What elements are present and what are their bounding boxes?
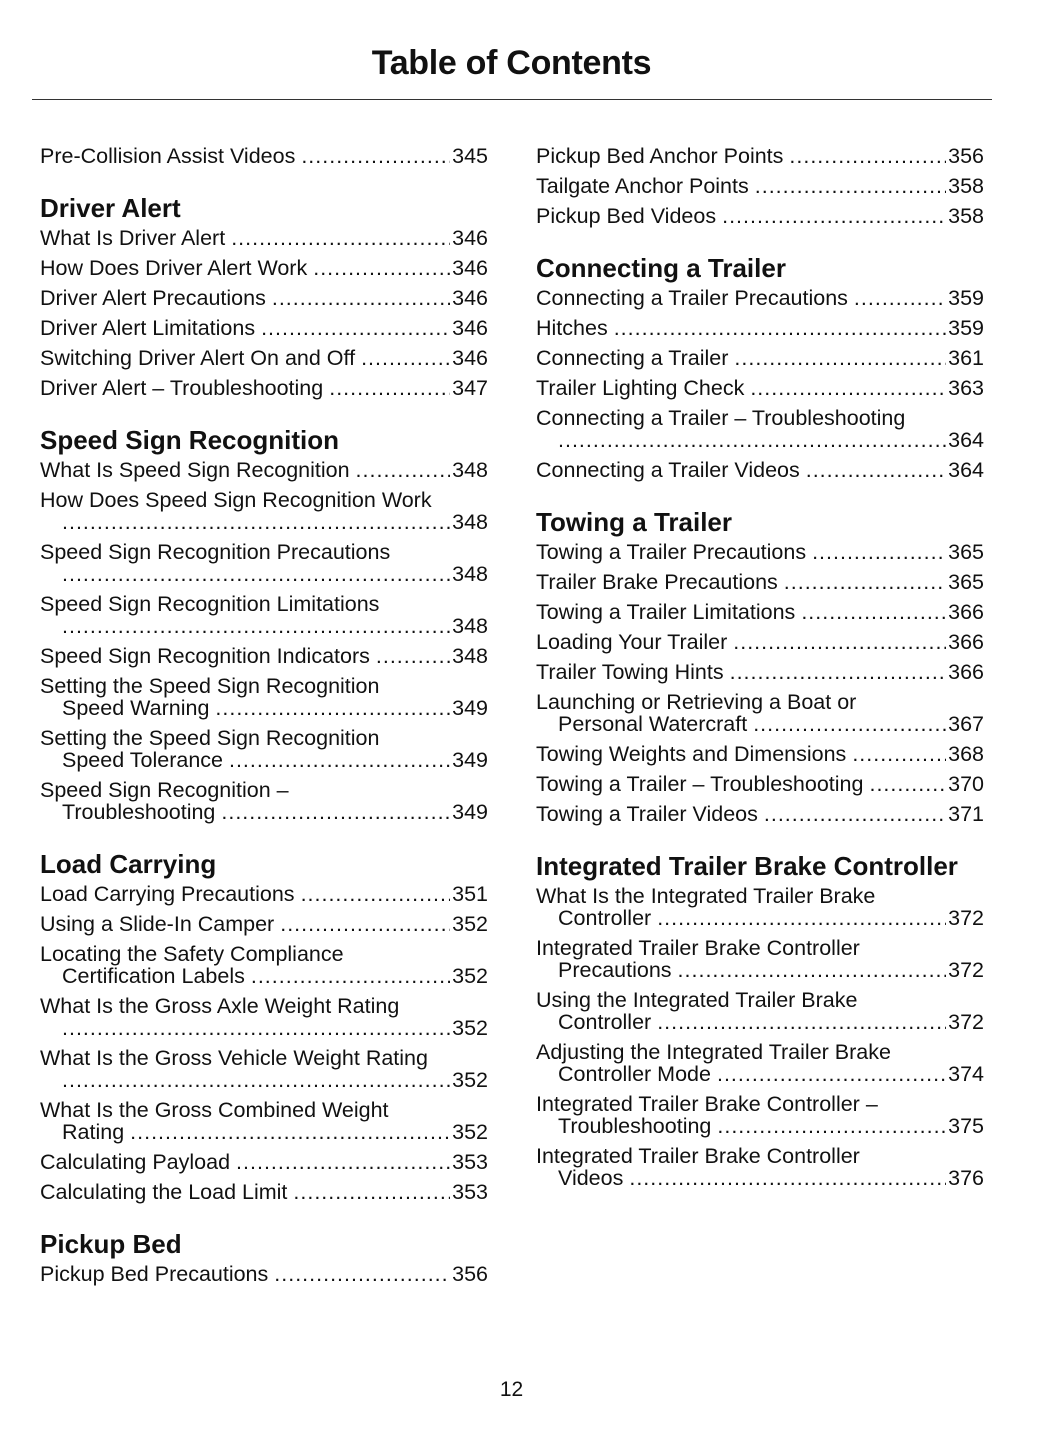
- toc-entry[interactable]: [40, 593, 488, 637]
- dot-leader: [272, 287, 450, 309]
- entry-title: Towing a Trailer Videos: [536, 802, 758, 826]
- entry-page-number: 363: [948, 376, 984, 400]
- toc-entry[interactable]: [40, 883, 488, 905]
- entry-title: Launching or Retrieving a Boat or: [536, 690, 857, 714]
- entry-title-continued: Troubleshooting: [62, 800, 216, 824]
- entry-title-continued: Controller: [558, 906, 652, 930]
- entry-title: How Does Driver Alert Work: [40, 256, 308, 280]
- dot-leader: [251, 965, 450, 987]
- entry-title-continued: Certification Labels: [62, 964, 245, 988]
- toc-entry[interactable]: [536, 885, 984, 929]
- dot-leader: [236, 1151, 450, 1173]
- entry-page-number: 352: [452, 912, 488, 936]
- entry-title: Speed Sign Recognition Precautions: [40, 540, 391, 564]
- entry-page-number: 358: [948, 174, 984, 198]
- entry-page-number: 364: [948, 458, 984, 482]
- entry-page-number: 361: [948, 346, 984, 370]
- toc-section: [536, 253, 984, 481]
- dot-leader: [62, 511, 450, 533]
- dot-leader: [717, 1115, 946, 1137]
- toc-entry[interactable]: [40, 145, 488, 167]
- entry-page-number: 365: [948, 540, 984, 564]
- dot-leader: [261, 317, 450, 339]
- dot-leader: [231, 227, 450, 249]
- dot-leader: [130, 1121, 450, 1143]
- entry-page-number: 349: [452, 696, 488, 720]
- toc-section: [40, 849, 488, 1203]
- entry-page-number: 375: [948, 1114, 984, 1138]
- dot-leader: [62, 1017, 450, 1039]
- entry-title-continued: Personal Watercraft: [558, 712, 748, 736]
- dot-leader: [361, 347, 450, 369]
- entry-page-number: 372: [948, 1010, 984, 1034]
- entry-continuation: [40, 801, 488, 823]
- dot-leader: [274, 1263, 450, 1285]
- toc-entry[interactable]: [40, 541, 488, 585]
- entry-title-continued: Rating: [62, 1120, 125, 1144]
- toc-entry[interactable]: [536, 1145, 984, 1189]
- entry-title: What Is the Integrated Trailer Brake: [536, 884, 876, 908]
- toc-entry[interactable]: [40, 459, 488, 481]
- dot-leader: [62, 563, 450, 585]
- toc-entry[interactable]: [536, 175, 984, 197]
- entry-page-number: 348: [452, 644, 488, 668]
- toc-section: [536, 851, 984, 1189]
- entry-title: Hitches: [536, 316, 608, 340]
- entry-continuation: [40, 1121, 488, 1143]
- toc-entry[interactable]: [536, 287, 984, 309]
- entry-title: Adjusting the Integrated Trailer Brake: [536, 1040, 891, 1064]
- toc-section: [536, 145, 984, 227]
- dot-leader: [717, 1063, 946, 1085]
- dot-leader: [789, 145, 946, 167]
- entry-title: Using a Slide-In Camper: [40, 912, 275, 936]
- entry-title: Locating the Safety Compliance: [40, 942, 344, 966]
- entry-page-number: 372: [948, 906, 984, 930]
- dot-leader: [854, 287, 946, 309]
- dot-leader: [329, 377, 450, 399]
- entry-continuation: [536, 959, 984, 981]
- dot-leader: [376, 645, 450, 667]
- title-divider: [32, 99, 992, 100]
- toc-section: [40, 145, 488, 167]
- entry-title: Integrated Trailer Brake Controller –: [536, 1092, 878, 1116]
- entry-title: Setting the Speed Sign Recognition: [40, 674, 380, 698]
- entry-page-number: 348: [452, 562, 488, 586]
- entry-title: Pre-Collision Assist Videos: [40, 144, 296, 168]
- entry-page-number: 370: [948, 772, 984, 796]
- toc-entry[interactable]: [40, 1151, 488, 1173]
- toc-entry[interactable]: [40, 347, 488, 369]
- entry-page-number: 346: [452, 256, 488, 280]
- entry-title: Switching Driver Alert On and Off: [40, 346, 356, 370]
- entry-continuation: [40, 697, 488, 719]
- toc-entry[interactable]: [536, 407, 984, 451]
- toc-entry[interactable]: [40, 489, 488, 533]
- entry-page-number: 349: [452, 800, 488, 824]
- entry-page-number: 367: [948, 712, 984, 736]
- dot-leader: [62, 615, 450, 637]
- entry-page-number: 352: [452, 1068, 488, 1092]
- entry-title: Towing Weights and Dimensions: [536, 742, 847, 766]
- entry-title: Connecting a Trailer Videos: [536, 458, 800, 482]
- entry-continuation: [536, 429, 984, 451]
- dot-leader: [657, 1011, 946, 1033]
- toc-entry[interactable]: [40, 227, 488, 249]
- entry-page-number: 352: [452, 1120, 488, 1144]
- entry-title: What Is Speed Sign Recognition: [40, 458, 350, 482]
- entry-title: Speed Sign Recognition Limitations: [40, 592, 380, 616]
- entry-title-continued: Videos: [558, 1166, 624, 1190]
- entry-continuation: [40, 563, 488, 585]
- entry-title: Pickup Bed Videos: [536, 204, 717, 228]
- entry-title-continued: Precautions: [558, 958, 672, 982]
- dot-leader: [806, 459, 946, 481]
- entry-page-number: 345: [452, 144, 488, 168]
- toc-section: [536, 507, 984, 825]
- toc-entry[interactable]: [536, 1093, 984, 1137]
- toc-entry[interactable]: [40, 913, 488, 935]
- toc-entry[interactable]: [40, 1047, 488, 1091]
- dot-leader: [62, 1069, 450, 1091]
- entry-title-continued: Controller Mode: [558, 1062, 711, 1086]
- toc-entry[interactable]: [40, 943, 488, 987]
- entry-page-number: 366: [948, 660, 984, 684]
- dot-leader: [801, 601, 946, 623]
- toc-entry[interactable]: [40, 377, 488, 399]
- toc-entry[interactable]: [536, 347, 984, 369]
- dot-leader: [280, 913, 450, 935]
- toc-entry[interactable]: [536, 989, 984, 1033]
- toc-section: [40, 1229, 488, 1285]
- entry-page-number: 359: [948, 316, 984, 340]
- entry-page-number: 351: [452, 882, 488, 906]
- entry-title: What Is Driver Alert: [40, 226, 226, 250]
- entry-page-number: 353: [452, 1180, 488, 1204]
- entry-page-number: 372: [948, 958, 984, 982]
- toc-entry[interactable]: [536, 743, 984, 765]
- entry-continuation: [40, 749, 488, 771]
- dot-leader: [221, 801, 450, 823]
- toc-entry[interactable]: [536, 541, 984, 563]
- dot-leader: [784, 571, 946, 593]
- entry-title: Towing a Trailer – Troubleshooting: [536, 772, 864, 796]
- entry-page-number: 374: [948, 1062, 984, 1086]
- dot-leader: [301, 145, 450, 167]
- entry-title: Speed Sign Recognition Indicators: [40, 644, 370, 668]
- entry-page-number: 352: [452, 964, 488, 988]
- dot-leader: [558, 429, 946, 451]
- entry-title: Load Carrying Precautions: [40, 882, 295, 906]
- entry-title: Driver Alert Limitations: [40, 316, 256, 340]
- entry-title: Towing a Trailer Precautions: [536, 540, 807, 564]
- toc-entry[interactable]: [536, 601, 984, 623]
- section-heading: Load Carrying: [40, 849, 217, 879]
- entry-continuation: [536, 907, 984, 929]
- entry-continuation: [536, 1115, 984, 1137]
- section-heading: Integrated Trailer Brake Controller: [536, 851, 958, 881]
- section-heading: Towing a Trailer: [536, 507, 733, 537]
- toc-entry[interactable]: [40, 779, 488, 823]
- dot-leader: [313, 257, 450, 279]
- dot-leader: [764, 803, 946, 825]
- entry-title: Connecting a Trailer: [536, 346, 729, 370]
- dot-leader: [812, 541, 946, 563]
- toc-entry[interactable]: [40, 727, 488, 771]
- toc-left-column: [40, 145, 488, 1311]
- entry-title: Integrated Trailer Brake Controller: [536, 936, 860, 960]
- page-number: 12: [499, 1378, 524, 1401]
- toc-section: [40, 193, 488, 399]
- entry-page-number: 356: [452, 1262, 488, 1286]
- entry-page-number: 353: [452, 1150, 488, 1174]
- dot-leader: [722, 205, 946, 227]
- entry-continuation: [40, 511, 488, 533]
- toc-entry[interactable]: [40, 317, 488, 339]
- entry-title: Trailer Brake Precautions: [536, 570, 778, 594]
- entry-title: Trailer Lighting Check: [536, 376, 745, 400]
- dot-leader: [678, 959, 947, 981]
- entry-title: Connecting a Trailer – Troubleshooting: [536, 406, 906, 430]
- entry-title: What Is the Gross Combined Weight: [40, 1098, 389, 1122]
- dot-leader: [753, 713, 946, 735]
- entry-page-number: 368: [948, 742, 984, 766]
- toc-entry[interactable]: [536, 205, 984, 227]
- entry-page-number: 366: [948, 600, 984, 624]
- entry-title-continued: Speed Warning: [62, 696, 210, 720]
- toc-entry[interactable]: [40, 995, 488, 1039]
- toc-entry[interactable]: [536, 459, 984, 481]
- toc-entry[interactable]: [536, 661, 984, 683]
- toc-entry[interactable]: [40, 1263, 488, 1285]
- entry-continuation: [40, 1017, 488, 1039]
- entry-title: Connecting a Trailer Precautions: [536, 286, 848, 310]
- entry-title: Calculating Payload: [40, 1150, 231, 1174]
- entry-page-number: 352: [452, 1016, 488, 1040]
- entry-title: Pickup Bed Anchor Points: [536, 144, 784, 168]
- entry-title: Using the Integrated Trailer Brake: [536, 988, 858, 1012]
- entry-page-number: 364: [948, 428, 984, 452]
- entry-continuation: [40, 615, 488, 637]
- toc-entry[interactable]: [536, 1041, 984, 1085]
- entry-page-number: 348: [452, 458, 488, 482]
- dot-leader: [733, 631, 946, 653]
- entry-continuation: [40, 965, 488, 987]
- entry-continuation: [536, 713, 984, 735]
- dot-leader: [215, 697, 450, 719]
- toc-entry[interactable]: [536, 145, 984, 167]
- entry-page-number: 376: [948, 1166, 984, 1190]
- entry-title: How Does Speed Sign Recognition Work: [40, 488, 432, 512]
- entry-page-number: 348: [452, 510, 488, 534]
- dot-leader: [657, 907, 946, 929]
- entry-title: What Is the Gross Axle Weight Rating: [40, 994, 400, 1018]
- dot-leader: [734, 347, 946, 369]
- entry-continuation: [40, 1069, 488, 1091]
- entry-page-number: 346: [452, 286, 488, 310]
- section-heading: Speed Sign Recognition: [40, 425, 340, 455]
- entry-page-number: 358: [948, 204, 984, 228]
- toc-entry[interactable]: [40, 675, 488, 719]
- dot-leader: [730, 661, 947, 683]
- section-heading: Connecting a Trailer: [536, 253, 786, 283]
- entry-title: Calculating the Load Limit: [40, 1180, 288, 1204]
- entry-page-number: 359: [948, 286, 984, 310]
- dot-leader: [852, 743, 946, 765]
- entry-page-number: 365: [948, 570, 984, 594]
- entry-continuation: [536, 1063, 984, 1085]
- entry-title-continued: Controller: [558, 1010, 652, 1034]
- toc-entry[interactable]: [536, 773, 984, 795]
- entry-page-number: 366: [948, 630, 984, 654]
- dot-leader: [301, 883, 451, 905]
- dot-leader: [614, 317, 946, 339]
- entry-title: Loading Your Trailer: [536, 630, 728, 654]
- entry-title-continued: Troubleshooting: [558, 1114, 712, 1138]
- entry-page-number: 346: [452, 346, 488, 370]
- dot-leader: [229, 749, 450, 771]
- toc-entry[interactable]: [40, 257, 488, 279]
- entry-title: Speed Sign Recognition –: [40, 778, 289, 802]
- entry-title: Driver Alert – Troubleshooting: [40, 376, 324, 400]
- toc-entry[interactable]: [536, 803, 984, 825]
- section-heading: Driver Alert: [40, 193, 181, 223]
- entry-page-number: 349: [452, 748, 488, 772]
- page-title: Table of Contents: [371, 44, 652, 82]
- dot-leader: [293, 1181, 450, 1203]
- entry-title: Pickup Bed Precautions: [40, 1262, 269, 1286]
- entry-page-number: 371: [948, 802, 984, 826]
- toc-entry[interactable]: [536, 631, 984, 653]
- entry-continuation: [536, 1167, 984, 1189]
- toc-entry[interactable]: [536, 317, 984, 339]
- toc-entry[interactable]: [40, 645, 488, 667]
- dot-leader: [750, 377, 946, 399]
- toc-section: [40, 425, 488, 823]
- entry-page-number: 348: [452, 614, 488, 638]
- entry-title: Trailer Towing Hints: [536, 660, 724, 684]
- section-heading: Pickup Bed: [40, 1229, 182, 1259]
- toc-entry[interactable]: [40, 1181, 488, 1203]
- entry-continuation: [536, 1011, 984, 1033]
- toc-entry[interactable]: [536, 377, 984, 399]
- toc-entry[interactable]: [40, 287, 488, 309]
- toc-entry[interactable]: [40, 1099, 488, 1143]
- entry-title: Setting the Speed Sign Recognition: [40, 726, 380, 750]
- dot-leader: [356, 459, 451, 481]
- entry-title: What Is the Gross Vehicle Weight Rating: [40, 1046, 428, 1070]
- entry-title: Integrated Trailer Brake Controller: [536, 1144, 860, 1168]
- entry-title: Tailgate Anchor Points: [536, 174, 749, 198]
- entry-title: Driver Alert Precautions: [40, 286, 266, 310]
- toc-entry[interactable]: [536, 937, 984, 981]
- toc-entry[interactable]: [536, 571, 984, 593]
- dot-leader: [629, 1167, 946, 1189]
- toc-right-column: [536, 145, 984, 1215]
- dot-leader: [755, 175, 946, 197]
- entry-page-number: 346: [452, 316, 488, 340]
- entry-title-continued: Speed Tolerance: [62, 748, 223, 772]
- entry-page-number: 346: [452, 226, 488, 250]
- entry-title: Towing a Trailer Limitations: [536, 600, 796, 624]
- entry-page-number: 356: [948, 144, 984, 168]
- dot-leader: [869, 773, 946, 795]
- entry-page-number: 347: [452, 376, 488, 400]
- toc-entry[interactable]: [536, 691, 984, 735]
